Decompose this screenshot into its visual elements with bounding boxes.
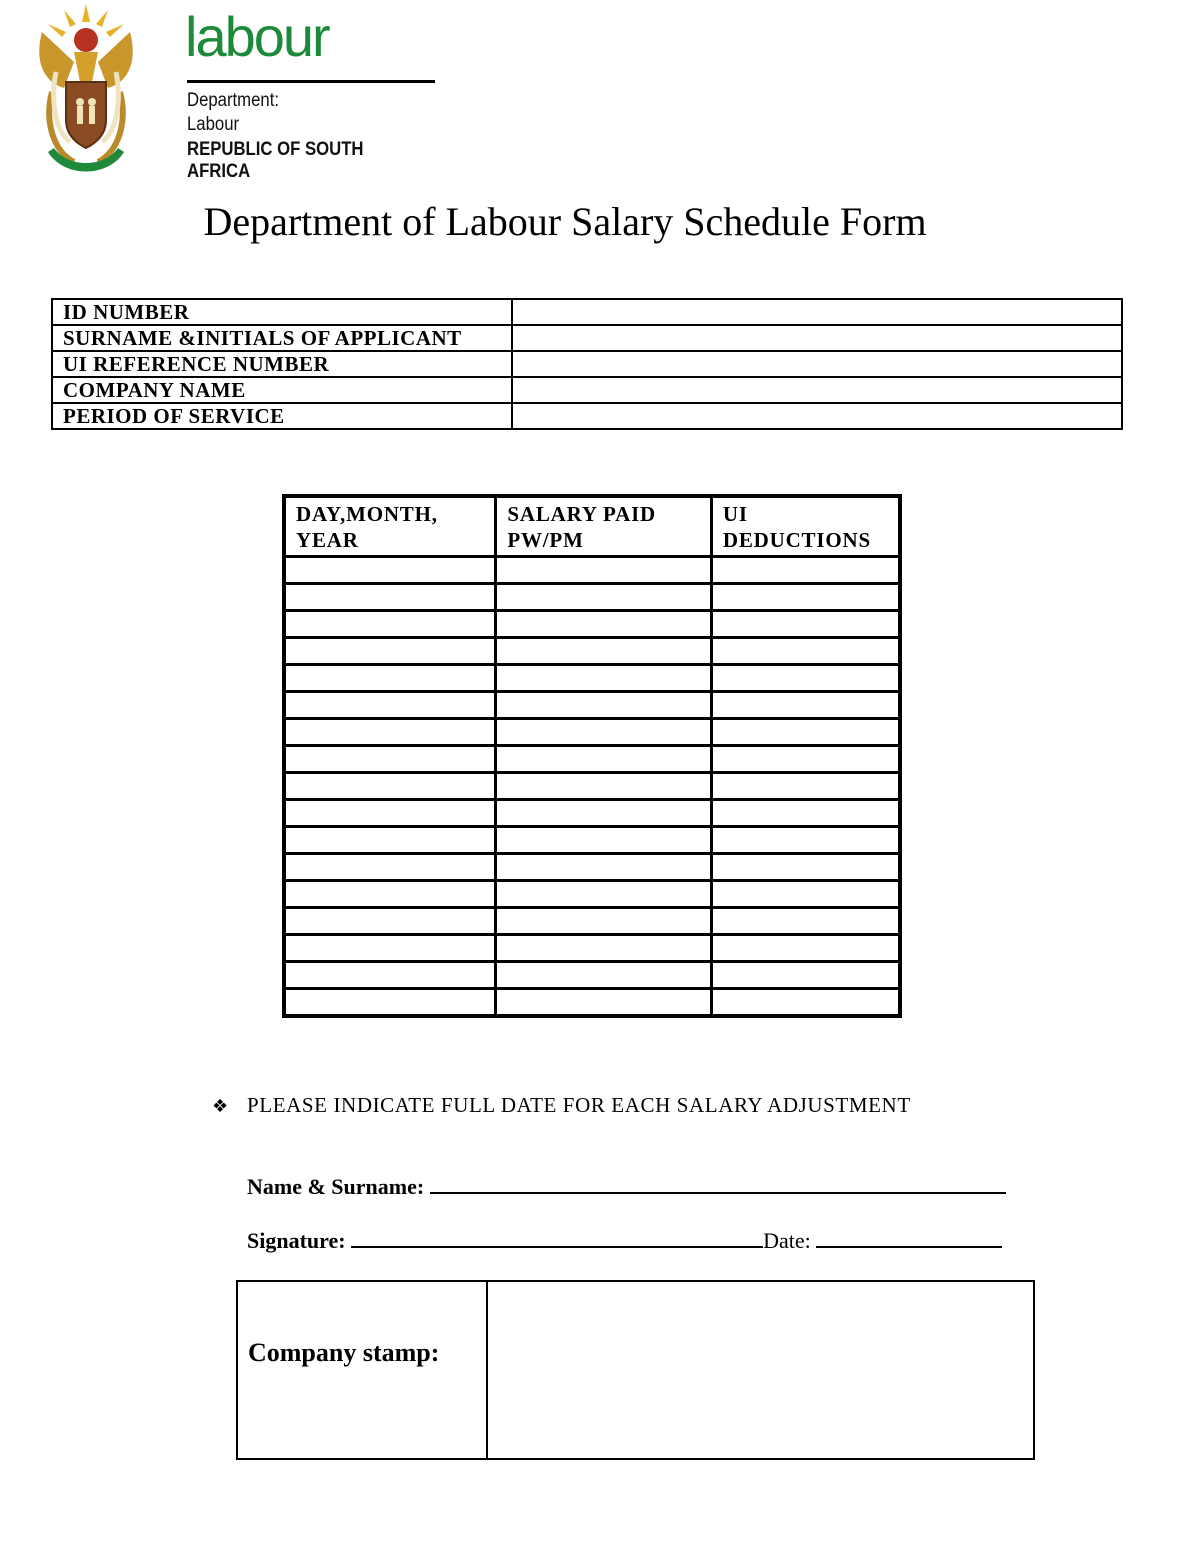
date-label: Date:	[763, 1228, 811, 1253]
applicant-info-table	[51, 298, 1123, 430]
signature-field[interactable]	[351, 1228, 763, 1248]
schedule-cell-date[interactable]	[284, 962, 496, 989]
logo-brand-text: labour	[185, 5, 329, 68]
schedule-cell-date[interactable]	[284, 611, 496, 638]
info-label: PERIOD OF SERVICE	[52, 403, 512, 429]
header-salary-paid: SALARY PAID PW/PM	[496, 496, 712, 557]
schedule-cell-salary[interactable]	[496, 962, 712, 989]
schedule-cell-deduction[interactable]	[711, 800, 900, 827]
schedule-cell-date[interactable]	[284, 665, 496, 692]
info-value-field[interactable]	[512, 351, 1122, 377]
schedule-cell-salary[interactable]	[496, 719, 712, 746]
salary-adjustment-note	[212, 1092, 911, 1120]
schedule-row	[284, 719, 900, 746]
schedule-cell-salary[interactable]	[496, 854, 712, 881]
info-label: UI REFERENCE NUMBER	[52, 351, 512, 377]
schedule-cell-date[interactable]	[284, 719, 496, 746]
schedule-row	[284, 962, 900, 989]
schedule-cell-salary[interactable]	[496, 611, 712, 638]
schedule-row	[284, 935, 900, 962]
schedule-cell-salary[interactable]	[496, 827, 712, 854]
schedule-cell-deduction[interactable]	[711, 827, 900, 854]
company-stamp-label: Company stamp:	[237, 1281, 487, 1459]
info-row	[52, 377, 1122, 403]
schedule-cell-salary[interactable]	[496, 935, 712, 962]
schedule-cell-date[interactable]	[284, 692, 496, 719]
info-value-field[interactable]	[512, 325, 1122, 351]
schedule-row	[284, 692, 900, 719]
note-text: PLEASE INDICATE FULL DATE FOR EACH SALARY ADJUSTMENT	[247, 1093, 911, 1117]
schedule-row	[284, 638, 900, 665]
schedule-row	[284, 557, 900, 584]
header-ui-deductions: UI DEDUCTIONS	[711, 496, 900, 557]
company-stamp-area[interactable]	[487, 1281, 1034, 1459]
header-date: DAY,MONTH, YEAR	[284, 496, 496, 557]
diamond-bullet-icon: ❖	[212, 1096, 229, 1117]
schedule-cell-date[interactable]	[284, 908, 496, 935]
schedule-row	[284, 827, 900, 854]
department-logo	[30, 0, 410, 180]
schedule-row	[284, 611, 900, 638]
schedule-cell-deduction[interactable]	[711, 557, 900, 584]
schedule-cell-deduction[interactable]	[711, 665, 900, 692]
schedule-cell-deduction[interactable]	[711, 692, 900, 719]
info-value-field[interactable]	[512, 299, 1122, 325]
schedule-cell-date[interactable]	[284, 935, 496, 962]
info-row	[52, 299, 1122, 325]
info-label: COMPANY NAME	[52, 377, 512, 403]
schedule-cell-deduction[interactable]	[711, 854, 900, 881]
schedule-cell-date[interactable]	[284, 854, 496, 881]
schedule-cell-date[interactable]	[284, 746, 496, 773]
info-value-field[interactable]	[512, 377, 1122, 403]
info-row	[52, 325, 1122, 351]
schedule-cell-date[interactable]	[284, 881, 496, 908]
logo-line-department: Department:	[187, 90, 280, 111]
schedule-cell-deduction[interactable]	[711, 611, 900, 638]
schedule-cell-salary[interactable]	[496, 908, 712, 935]
schedule-cell-deduction[interactable]	[711, 638, 900, 665]
schedule-cell-date[interactable]	[284, 827, 496, 854]
schedule-cell-salary[interactable]	[496, 557, 712, 584]
name-surname-field[interactable]	[430, 1174, 1006, 1194]
info-row	[52, 351, 1122, 377]
info-label: ID NUMBER	[52, 299, 512, 325]
schedule-row	[284, 773, 900, 800]
signature-label: Signature:	[247, 1228, 346, 1253]
name-surname-label: Name & Surname:	[247, 1174, 425, 1199]
schedule-row	[284, 665, 900, 692]
info-label: SURNAME &INITIALS OF APPLICANT	[52, 325, 512, 351]
schedule-cell-date[interactable]	[284, 584, 496, 611]
schedule-cell-deduction[interactable]	[711, 962, 900, 989]
schedule-cell-deduction[interactable]	[711, 989, 900, 1017]
schedule-row	[284, 800, 900, 827]
schedule-header-row	[284, 496, 900, 557]
info-row	[52, 403, 1122, 429]
schedule-row	[284, 584, 900, 611]
schedule-cell-deduction[interactable]	[711, 881, 900, 908]
schedule-cell-deduction[interactable]	[711, 746, 900, 773]
schedule-cell-date[interactable]	[284, 800, 496, 827]
schedule-cell-date[interactable]	[284, 638, 496, 665]
schedule-cell-salary[interactable]	[496, 638, 712, 665]
signature-row	[247, 1228, 1002, 1254]
schedule-cell-deduction[interactable]	[711, 935, 900, 962]
salary-schedule-table	[282, 494, 902, 1018]
schedule-cell-deduction[interactable]	[711, 584, 900, 611]
schedule-cell-date[interactable]	[284, 557, 496, 584]
page-title: Department of Labour Salary Schedule Form	[203, 199, 927, 244]
schedule-cell-salary[interactable]	[496, 881, 712, 908]
name-surname-row	[247, 1174, 1006, 1200]
schedule-row	[284, 746, 900, 773]
schedule-cell-salary[interactable]	[496, 665, 712, 692]
schedule-cell-deduction[interactable]	[711, 908, 900, 935]
schedule-cell-salary[interactable]	[496, 692, 712, 719]
logo-divider	[187, 80, 435, 83]
schedule-cell-deduction[interactable]	[711, 773, 900, 800]
schedule-cell-salary[interactable]	[496, 746, 712, 773]
company-stamp-box	[236, 1280, 1035, 1460]
schedule-cell-salary[interactable]	[496, 773, 712, 800]
schedule-cell-deduction[interactable]	[711, 719, 900, 746]
schedule-row	[284, 989, 900, 1017]
coat-of-arms-icon	[34, 2, 138, 176]
schedule-cell-date[interactable]	[284, 773, 496, 800]
schedule-row	[284, 881, 900, 908]
date-field[interactable]	[816, 1228, 1002, 1248]
schedule-cell-salary[interactable]	[496, 584, 712, 611]
logo-line-country: REPUBLIC OF SOUTH AFRICA	[187, 139, 364, 182]
schedule-row	[284, 908, 900, 935]
schedule-cell-date[interactable]	[284, 989, 496, 1017]
schedule-row	[284, 854, 900, 881]
info-value-field[interactable]	[512, 403, 1122, 429]
logo-line-labour: Labour	[187, 114, 240, 135]
schedule-cell-salary[interactable]	[496, 800, 712, 827]
schedule-cell-salary[interactable]	[496, 989, 712, 1017]
